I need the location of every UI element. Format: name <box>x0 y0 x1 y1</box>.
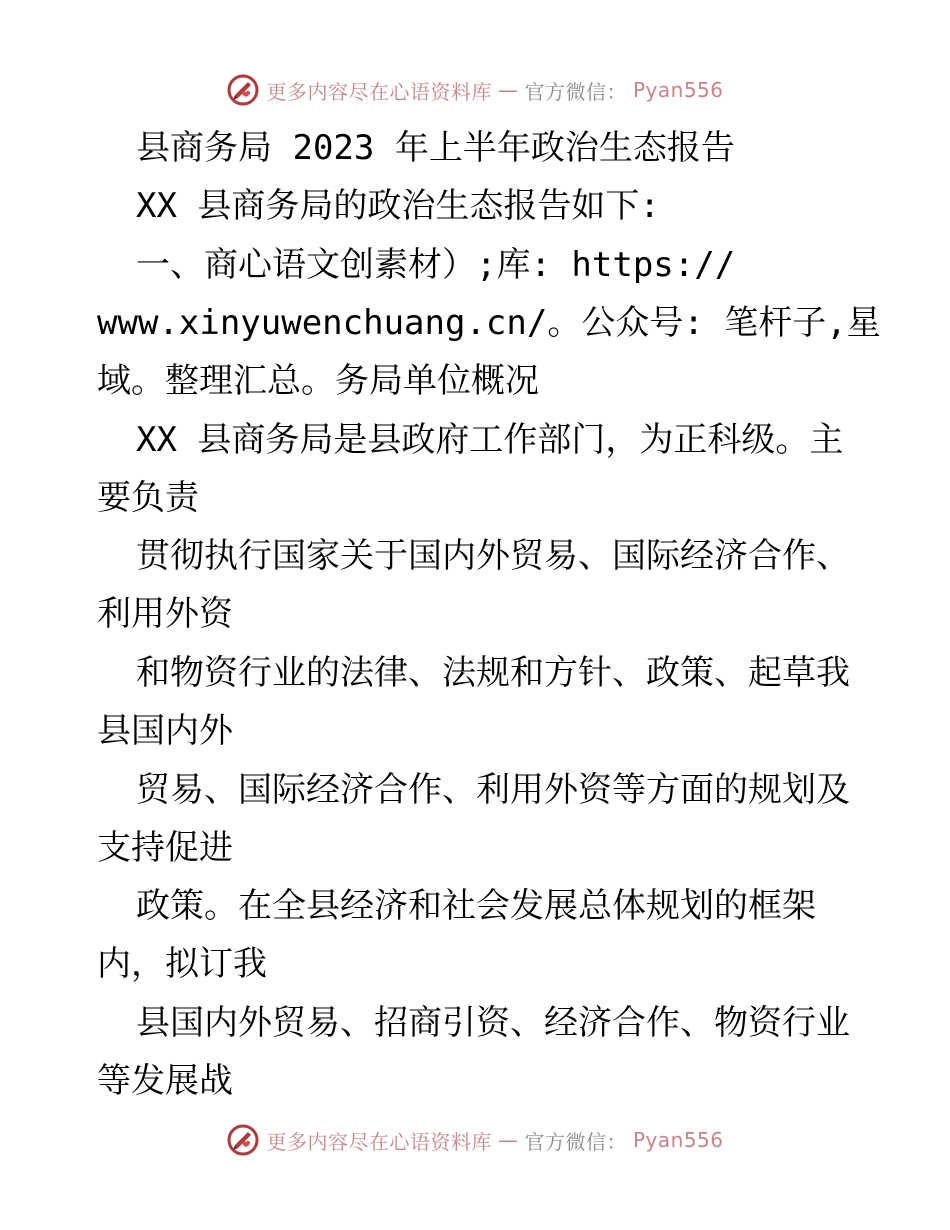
pen-heart-logo-icon <box>226 73 260 107</box>
watermark-separator: — <box>497 1128 519 1152</box>
watermark-official-label: 官方微信： <box>524 1129 627 1154</box>
pen-heart-logo-icon <box>226 1123 260 1157</box>
watermark-main-text: 更多内容尽在心语资料库 <box>266 1129 492 1154</box>
watermark-inner <box>226 73 723 107</box>
para4-line2: 支持促进 <box>97 828 233 868</box>
section1-line3: 域。整理汇总。务局单位概况 <box>97 361 539 401</box>
document-title: 县商务局 2023 年上半年政治生态报告 <box>136 128 735 168</box>
para3-line1: 和物资行业的法律、法规和方针、政策、起草我 <box>136 653 850 693</box>
para6-line1: 县国内外贸易、招商引资、经济合作、物资行业 <box>136 1003 850 1043</box>
para6-line2: 等发展战 <box>97 1061 233 1101</box>
watermark-inner <box>226 1123 723 1157</box>
para2-line1: 贯彻执行国家关于国内外贸易、国际经济合作、 <box>136 536 850 576</box>
watermark-main-text: 更多内容尽在心语资料库 <box>266 79 492 104</box>
para2-line2: 利用外资 <box>97 594 233 634</box>
para1-line2: 要负责 <box>97 478 199 518</box>
para1-line1: XX 县商务局是县政府工作部门，为正科级。主 <box>136 420 844 460</box>
header-watermark <box>0 70 950 110</box>
watermark-handle: Pyan556 <box>632 78 724 102</box>
intro-line: XX 县商务局的政治生态报告如下: <box>136 186 660 226</box>
watermark-handle: Pyan556 <box>632 1128 724 1152</box>
section1-line1: 一、商心语文创素材）;库: https:// <box>136 245 736 285</box>
para4-line1: 贸易、国际经济合作、利用外资等方面的规划及 <box>136 770 850 810</box>
para5-line1: 政策。在全县经济和社会发展总体规划的框架 <box>136 886 816 926</box>
para3-line2: 县国内外 <box>97 711 233 751</box>
watermark-official-label: 官方微信： <box>524 79 627 104</box>
footer-watermark <box>0 1120 950 1160</box>
section1-line2: www.xinyuwenchuang.cn/。公众号: 笔杆子,星 <box>97 303 881 343</box>
para5-line2: 内，拟订我 <box>97 944 267 984</box>
watermark-separator: — <box>497 78 519 102</box>
